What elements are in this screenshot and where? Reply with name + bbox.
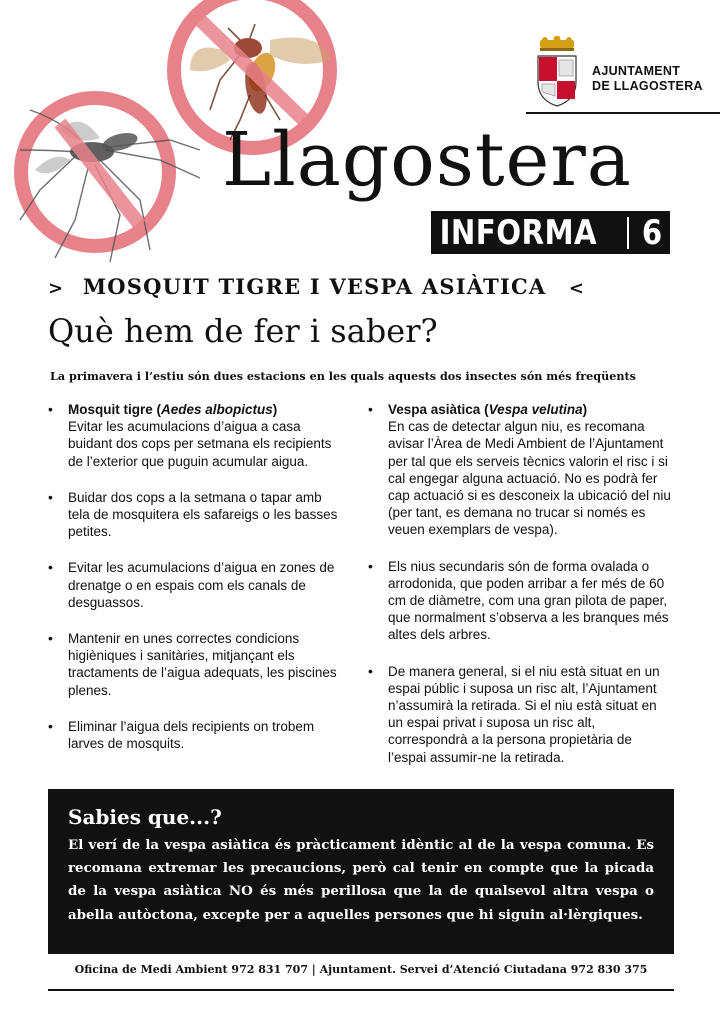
item-text: Els nius secundaris són de forma ovalada o arrodonida, que poden arribar a fer més de 60 cm de diàmetre, com una gran pilota de paper, que normalment s’observa a les branques més altes dels arbres. bbox=[388, 558, 669, 643]
heading-arrow-right: < bbox=[568, 278, 586, 299]
item-label: Mosquit tigre bbox=[68, 402, 153, 417]
mosquito-column bbox=[48, 401, 340, 771]
item-text: En cas de detectar algun niu, es recomana avisar l’Àrea de Medi Ambient de l’Ajuntament per tal que els serveis tècnics valorin el risc i si cal engegar alguna actuació. No es podrà fer cap actuació si es desconeix la ubicació del niu (per tant, es demana no trucar si només es veuen exemplars de vespa). bbox=[388, 419, 671, 538]
list-item bbox=[48, 489, 340, 541]
section-heading bbox=[48, 274, 668, 299]
contact-footer: Oficina de Medi Ambient 972 831 707 | Ajuntament. Servei d’Atenció Ciutadana 972 830 375 bbox=[74, 963, 648, 976]
issue-badge bbox=[431, 211, 670, 254]
item-text: De manera general, si el niu està situat en un espai públic i suposa un risc alt, l’Ajuntament n’assumirà la retirada. Si el niu està situat en un espai privat i suposa un risc alt, correspondrà a la persona propietària de l’espai assumir-ne la retirada. bbox=[388, 663, 660, 765]
item-text: Mantenir en unes correctes condicions higièniques i sanitàries, mitjançant els tractaments de l’aigua adequats, les piscines plenes. bbox=[68, 631, 337, 698]
bullet: • bbox=[48, 717, 53, 734]
bullet: • bbox=[48, 488, 53, 505]
list-item bbox=[48, 718, 340, 752]
bullet: • bbox=[368, 662, 373, 679]
no-mosquito-icon bbox=[20, 98, 200, 262]
did-you-know-title: Sabies que...? bbox=[68, 805, 222, 829]
municipality-name bbox=[592, 64, 703, 94]
list-item bbox=[368, 558, 673, 644]
town-crest-icon bbox=[532, 36, 582, 108]
bullet: • bbox=[48, 559, 53, 576]
page-subtitle: Què hem de fer i saber? bbox=[48, 312, 438, 350]
did-you-know-box bbox=[48, 789, 674, 954]
list-item bbox=[48, 630, 340, 699]
item-text: Eliminar l’aigua dels recipients on trobem larves de mosquits. bbox=[68, 718, 315, 752]
lead-text: La primavera i l’estiu són dues estacions en les quals aquests dos insectes són més freqüents bbox=[50, 369, 636, 383]
item-text: Evitar les acumulacions d’aigua en zones de drenatge o en espais com els canals de desguassos. bbox=[68, 560, 335, 610]
bullet: • bbox=[368, 401, 373, 417]
wasp-column bbox=[368, 401, 673, 785]
list-item bbox=[368, 663, 673, 766]
municipality-line-2: DE LLAGOSTERA bbox=[592, 79, 703, 93]
issue-number: 6 bbox=[641, 212, 663, 253]
issue-badge-separator bbox=[627, 217, 629, 249]
paren: ) bbox=[272, 402, 278, 417]
masthead-title: Llagostera bbox=[222, 117, 632, 203]
list-item bbox=[48, 559, 340, 611]
list-item bbox=[48, 401, 340, 470]
bullet: • bbox=[48, 630, 53, 647]
paren: ( bbox=[152, 402, 161, 417]
bullet: • bbox=[368, 557, 373, 574]
item-text: Evitar les acumulacions d’aigua a casa buidant dos cops per setmana els recipients de l’exterior que puguin acumular aigua. bbox=[68, 419, 332, 469]
did-you-know-text: El verí de la vespa asiàtica és pràcticament idèntic al de la vespa comuna. Es recomana extremar les precaucions, però cal tenir en compte que la picada de la vespa asiàtica NO és més perillosa que la de qualsevol altra vespa o abella autòctona, excepte per a aquelles persones que hi siguin al·lèrgiques. bbox=[68, 837, 654, 923]
issue-badge-word: INFORMA bbox=[439, 212, 598, 253]
scientific-name: Aedes albopictus bbox=[161, 402, 273, 417]
bullet: • bbox=[48, 401, 53, 417]
footer-divider bbox=[48, 989, 674, 991]
paren: ( bbox=[480, 402, 489, 417]
item-label: Vespa asiàtica bbox=[388, 402, 481, 417]
heading-text: MOSQUIT TIGRE I VESPA ASIÀTICA bbox=[82, 274, 547, 299]
list-item bbox=[368, 401, 673, 539]
municipality-line-1: AJUNTAMENT bbox=[592, 64, 681, 78]
item-text: Buidar dos cops a la setmana o tapar amb tela de mosquitera els safareigs o les basses petites. bbox=[68, 489, 338, 540]
heading-arrow-left: > bbox=[48, 278, 65, 299]
paren: ) bbox=[582, 402, 588, 417]
scientific-name: Vespa velutina bbox=[488, 402, 583, 417]
